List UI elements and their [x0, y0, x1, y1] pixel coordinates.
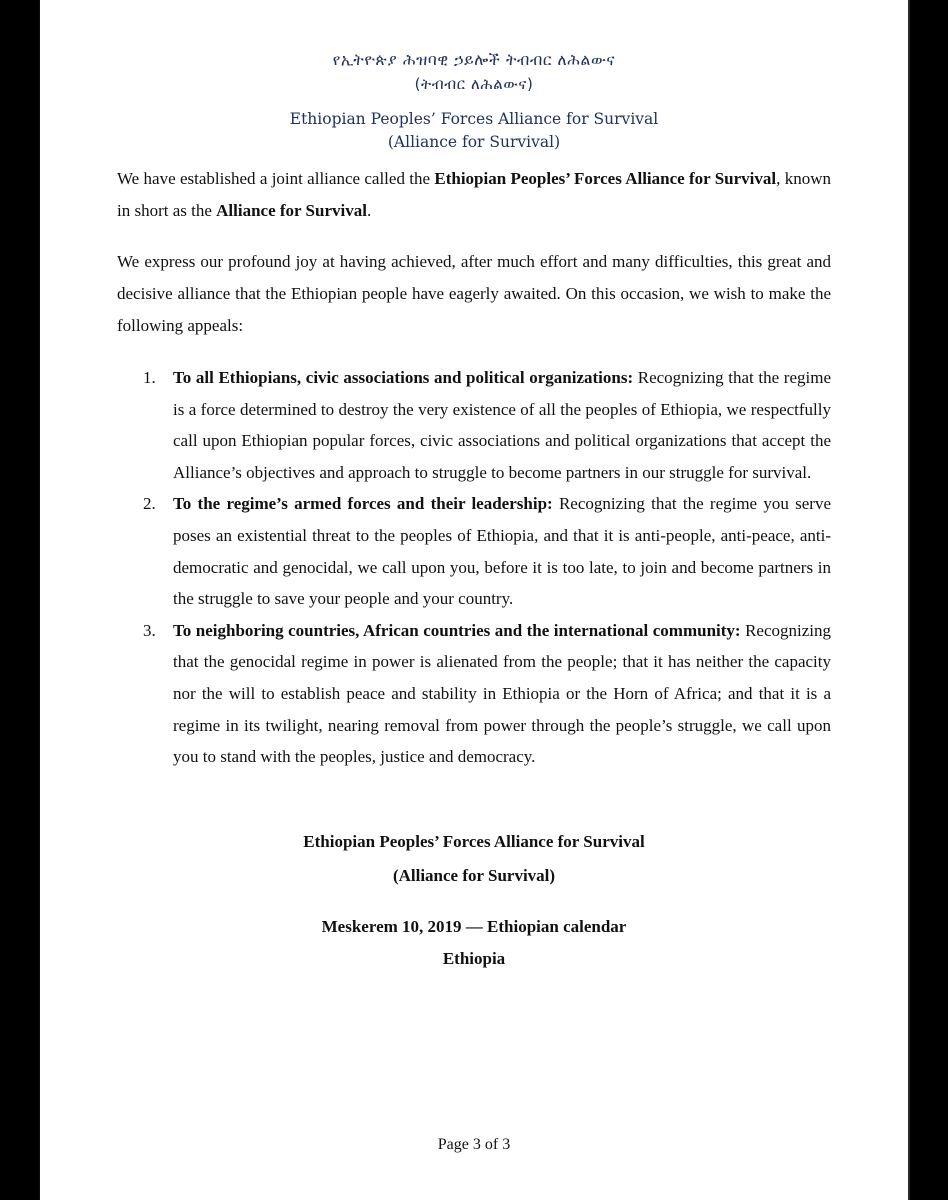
list-item-heading: To neighboring countries, African countries and the international community:	[173, 620, 741, 640]
list-item-number: 2.	[143, 494, 156, 514]
list-item-heading: To the regime’s armed forces and their leadership:	[173, 494, 553, 514]
signature-org-name: Ethiopian Peoples’ Forces Alliance for Survival	[303, 832, 645, 851]
intro-alliance-full-name: Ethiopian Peoples’ Forces Alliance for Survival	[434, 169, 777, 188]
appeal-intro-paragraph: We express our profound joy at having achieved, after much effort and many difficulties, this great and decisive alliance that the Ethiopian people have eagerly awaited. On this occasion, we wish to make the following appeals:	[117, 252, 831, 335]
list-item-text: Recognizing that the genocidal regime in power is alienated from the people; that it has neither the capacity nor the will to establish peace and stability in Ethiopia or the Horn of Africa; and that it is a regime in its twilight, nearing removal from power through the people’s struggle, we call upon you to stand with the peoples, justice and democracy.	[173, 620, 831, 767]
list-item-text: Recognizing that the regime you serve poses an existential threat to the peoples of Ethiopia, and that it is anti-people, anti-peace, anti-democratic and genocidal, we call upon you, before it is too late, to join and become partners in the struggle to save your people and your country.	[173, 494, 831, 609]
list-item-number: 3.	[143, 620, 156, 640]
signature-org-short: (Alliance for Survival)	[392, 866, 556, 885]
page-number: Page 3 of 3	[437, 1136, 511, 1153]
signature-place: Ethiopia	[442, 949, 506, 968]
list-item	[117, 362, 831, 488]
document-page	[40, 0, 908, 1200]
header-amharic-subtitle: (ትብብር ለሕልውና)	[414, 75, 534, 93]
intro-paragraph	[117, 163, 831, 227]
list-item-heading: To all Ethiopians, civic associations and political organizations:	[173, 368, 634, 387]
page-edge-divider	[908, 0, 910, 1200]
list-item	[117, 615, 831, 773]
intro-text-2: , known in short as the	[117, 169, 831, 220]
header-english-title: Ethiopian Peoples’ Forces Alliance for Survival	[289, 110, 659, 128]
signature-date: Meskerem 10, 2019 — Ethiopian calendar	[321, 917, 627, 936]
appeals-list	[117, 362, 831, 773]
list-item-number: 1.	[143, 368, 156, 387]
list-item-text: Recognizing that the regime is a force determined to destroy the very existence of all the peoples of Ethiopia, we respectfully call upon Ethiopian popular forces, civic associations and political organizations that accept the Alliance’s objectives and approach to struggle to become partners in our struggle for survival.	[173, 368, 831, 482]
intro-text-3: .	[366, 201, 372, 220]
intro-text-1: We have established a joint alliance called the	[117, 169, 435, 188]
header-amharic-title: የኢትዮጵያ ሕዝባዊ ኃይሎች ትብብር ለሕልውና	[332, 51, 616, 69]
header-english-subtitle: (Alliance for Survival)	[387, 133, 561, 151]
list-item	[117, 488, 831, 614]
intro-alliance-short-name: Alliance for Survival	[216, 201, 367, 220]
